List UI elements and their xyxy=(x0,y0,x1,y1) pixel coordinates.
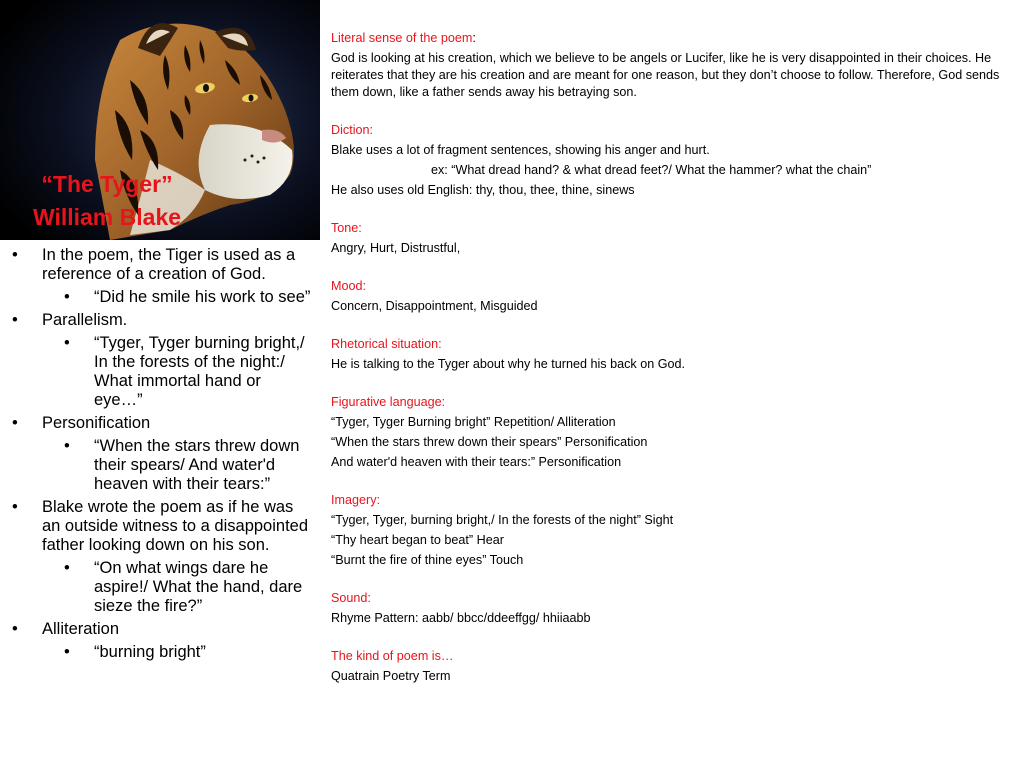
rhetorical-heading: Rhetorical situation: xyxy=(331,337,442,351)
diction-line: He also uses old English: thy, thou, thee, thine, sinews xyxy=(331,183,635,197)
sub-bullet-item: • “Tyger, Tyger burning bright,/ In the forests of the night:/ What immortal hand or eye…” xyxy=(8,334,312,410)
mood-heading: Mood: xyxy=(331,279,367,293)
figurative-heading: Figurative language: xyxy=(331,395,446,409)
poem-title: “The Tyger” xyxy=(41,171,173,197)
tone-heading: Tone: xyxy=(331,221,362,235)
diction-heading: Diction: xyxy=(331,123,373,137)
kind-line: Quatrain Poetry Term xyxy=(331,669,451,683)
diction-example: ex: “What dread hand? & what dread feet?/ What the hammer? what the chain” xyxy=(431,163,872,177)
sub-bullet-item: • “On what wings dare he aspire!/ What the hand, dare sieze the fire?” xyxy=(8,559,312,616)
tiger-image xyxy=(0,0,320,240)
bullet-item: • In the poem, the Tiger is used as a reference of a creation of God. xyxy=(8,246,312,284)
imagery-heading: Imagery: xyxy=(331,493,380,507)
bullet-item: • Alliteration xyxy=(8,620,312,639)
sound-heading: Sound: xyxy=(331,591,371,605)
poem-author: William Blake xyxy=(32,204,182,230)
imagery-line: “Tyger, Tyger, burning bright,/ In the forests of the night” Sight xyxy=(331,513,674,527)
figurative-line: “When the stars threw down their spears” Personification xyxy=(331,435,648,449)
bullet-item: • Blake wrote the poem as if he was an outside witness to a disappointed father looking down on his son. xyxy=(8,498,312,555)
sub-bullet-item: • “Did he smile his work to see” xyxy=(8,288,312,307)
sound-line: Rhyme Pattern: aabb/ bbcc/ddeeffgg/ hhiiaabb xyxy=(331,611,591,625)
analysis-details xyxy=(331,30,1011,685)
sub-bullet-item: • “When the stars threw down their spears/ And water'd heaven with their tears:” xyxy=(8,437,312,494)
kind-heading: The kind of poem is… xyxy=(331,649,454,663)
sub-bullet-item: • “burning bright” xyxy=(8,643,312,662)
rhetorical-line: He is talking to the Tyger about why he turned his back on God. xyxy=(331,357,686,371)
figurative-line: And water'd heaven with their tears:” Personification xyxy=(331,455,622,469)
diction-line: Blake uses a lot of fragment sentences, showing his anger and hurt. xyxy=(331,143,710,157)
analysis-bullets xyxy=(8,242,312,662)
imagery-line: “Burnt the fire of thine eyes” Touch xyxy=(331,553,524,567)
tone-line: Angry, Hurt, Distrustful, xyxy=(331,241,461,255)
bullet-item: • Personification xyxy=(8,414,312,433)
literal-body: God is looking at his creation, which we believe to be angels or Lucifer, like he is very disappointed in their choices. He reiterates that they are his creation and are meant for one reason, but they don’t choose to follow. Therefore, God sends them down, like a father sends away his betraying son. xyxy=(331,51,1000,99)
mood-line: Concern, Disappointment, Misguided xyxy=(331,299,538,313)
bullet-item: • Parallelism. xyxy=(8,311,312,330)
imagery-line: “Thy heart began to beat” Hear xyxy=(331,533,504,547)
figurative-line: “Tyger, Tyger Burning bright” Repetition/ Alliteration xyxy=(331,415,616,429)
literal-heading: Literal sense of the poem: xyxy=(331,31,476,45)
